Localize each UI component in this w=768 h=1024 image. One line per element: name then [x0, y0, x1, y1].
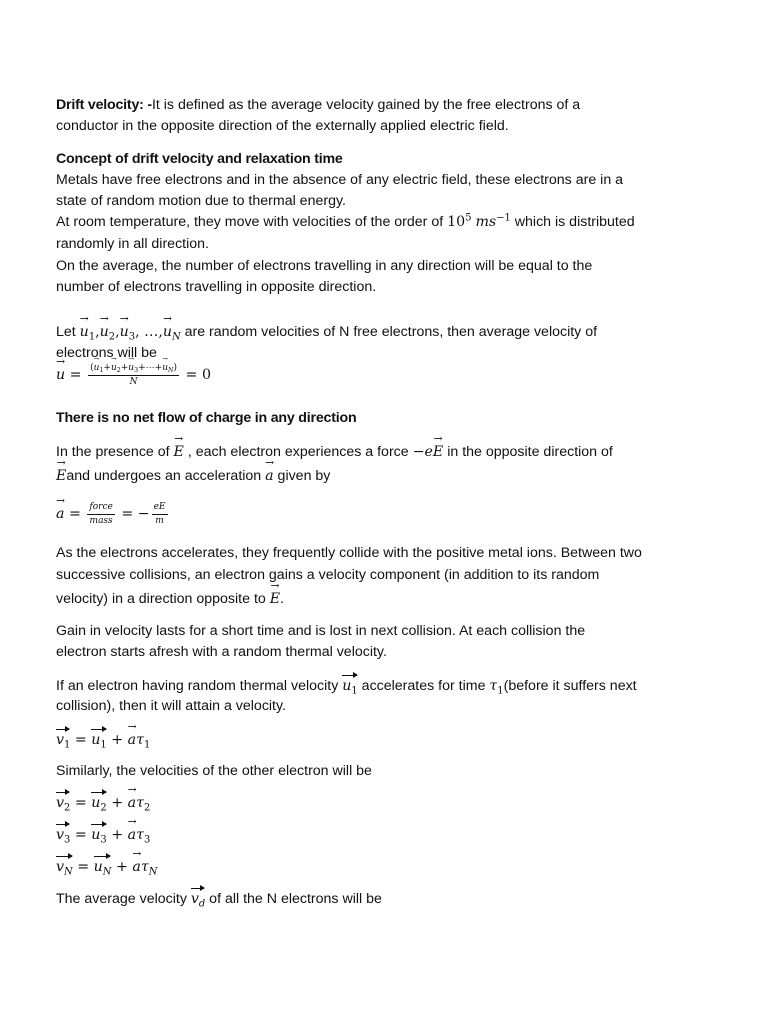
- velocity-equation-n: $v_N = u_N$ + → $a\tau_N$: [56, 857, 157, 876]
- drift-velocity-term: Drift velocity: -: [56, 97, 152, 113]
- concept-paragraph-3-line-1: On the average, the number of electrons travelling in any direction will be equal to the: [56, 258, 593, 274]
- concept-heading: Concept of drift velocity and relaxation time: [56, 151, 343, 167]
- average-velocity-final-line: The average velocity $v_d$ of all the N electrons will be: [56, 891, 382, 910]
- drift-velocity-definition-line-1: Drift velocity: -It is defined as the average velocity gained by the free electrons of a: [56, 97, 581, 113]
- concept-paragraph-2-line-2: randomly in all direction.: [56, 236, 209, 252]
- presence-line-2: → Eand undergoes an acceleration → a given by: [56, 467, 330, 485]
- drift-velocity-definition-line-2: conductor in the opposite direction of the externally applied electric field.: [56, 118, 509, 134]
- concept-paragraph-2-line-1: At room temperature, they move with velocities of the order of $10^5$ $ms^{-1}$ which is distributed: [56, 212, 635, 230]
- velocity-equation-3: $v_3 = u_3$ + → $a\tau_3$: [56, 825, 150, 844]
- collisions-line-1: As the electrons accelerates, they frequently collide with the positive metal ions. Between two: [56, 545, 642, 561]
- gain-line-2: electron starts afresh with a random thermal velocity.: [56, 644, 387, 660]
- random-velocities-line-1: Let → $u_1,\to u_2,\to u_3$, …,→ $u_N$ are random velocities of N free electrons, then average velocity of: [56, 323, 597, 341]
- gain-line-1: Gain in velocity lasts for a short time and is lost in next collision. At each collision the: [56, 623, 586, 639]
- random-velocities-line-2: electrons will be: [56, 345, 157, 361]
- acceleration-equation: → a = $\frac{\text{force}}{\text{mass}}$ = − $\frac{eE}{m}$: [56, 501, 170, 527]
- no-net-flow-heading: There is no net flow of charge in any direction: [56, 410, 357, 426]
- concept-paragraph-3-line-2: number of electrons travelling in opposite direction.: [56, 279, 377, 295]
- average-velocity-equation: → u = $\frac{(\to u_1+\to u_2+\to u_3+\cdots+\to u_N)}{N}$ = 0: [56, 362, 211, 388]
- concept-paragraph-1-line-1: Metals have free electrons and in the absence of any electric field, these electrons are in a: [56, 172, 624, 188]
- collisions-line-3: velocity) in a direction opposite to → E.: [56, 590, 284, 608]
- velocity-equation-1: $v_1 = u_1$ + → $a\tau_1$: [56, 730, 150, 749]
- velocity-equation-2: $v_2 = u_2$ + → $a\tau_2$: [56, 793, 150, 812]
- similarly-line: Similarly, the velocities of the other electron will be: [56, 763, 372, 779]
- collisions-line-2: successive collisions, an electron gains a velocity component (in addition to its random: [56, 567, 600, 583]
- presence-line-1: In the presence of → E , each electron experiences a force −e→ E in the opposite direction of: [56, 443, 613, 461]
- concept-paragraph-1-line-2: state of random motion due to thermal energy.: [56, 193, 346, 209]
- thermal-velocity-line-1: If an electron having random thermal velocity $u_1$ accelerates for time $\tau_1(before$ it suffers next: [56, 678, 637, 697]
- thermal-velocity-line-2: collision), then it will attain a velocity.: [56, 698, 286, 714]
